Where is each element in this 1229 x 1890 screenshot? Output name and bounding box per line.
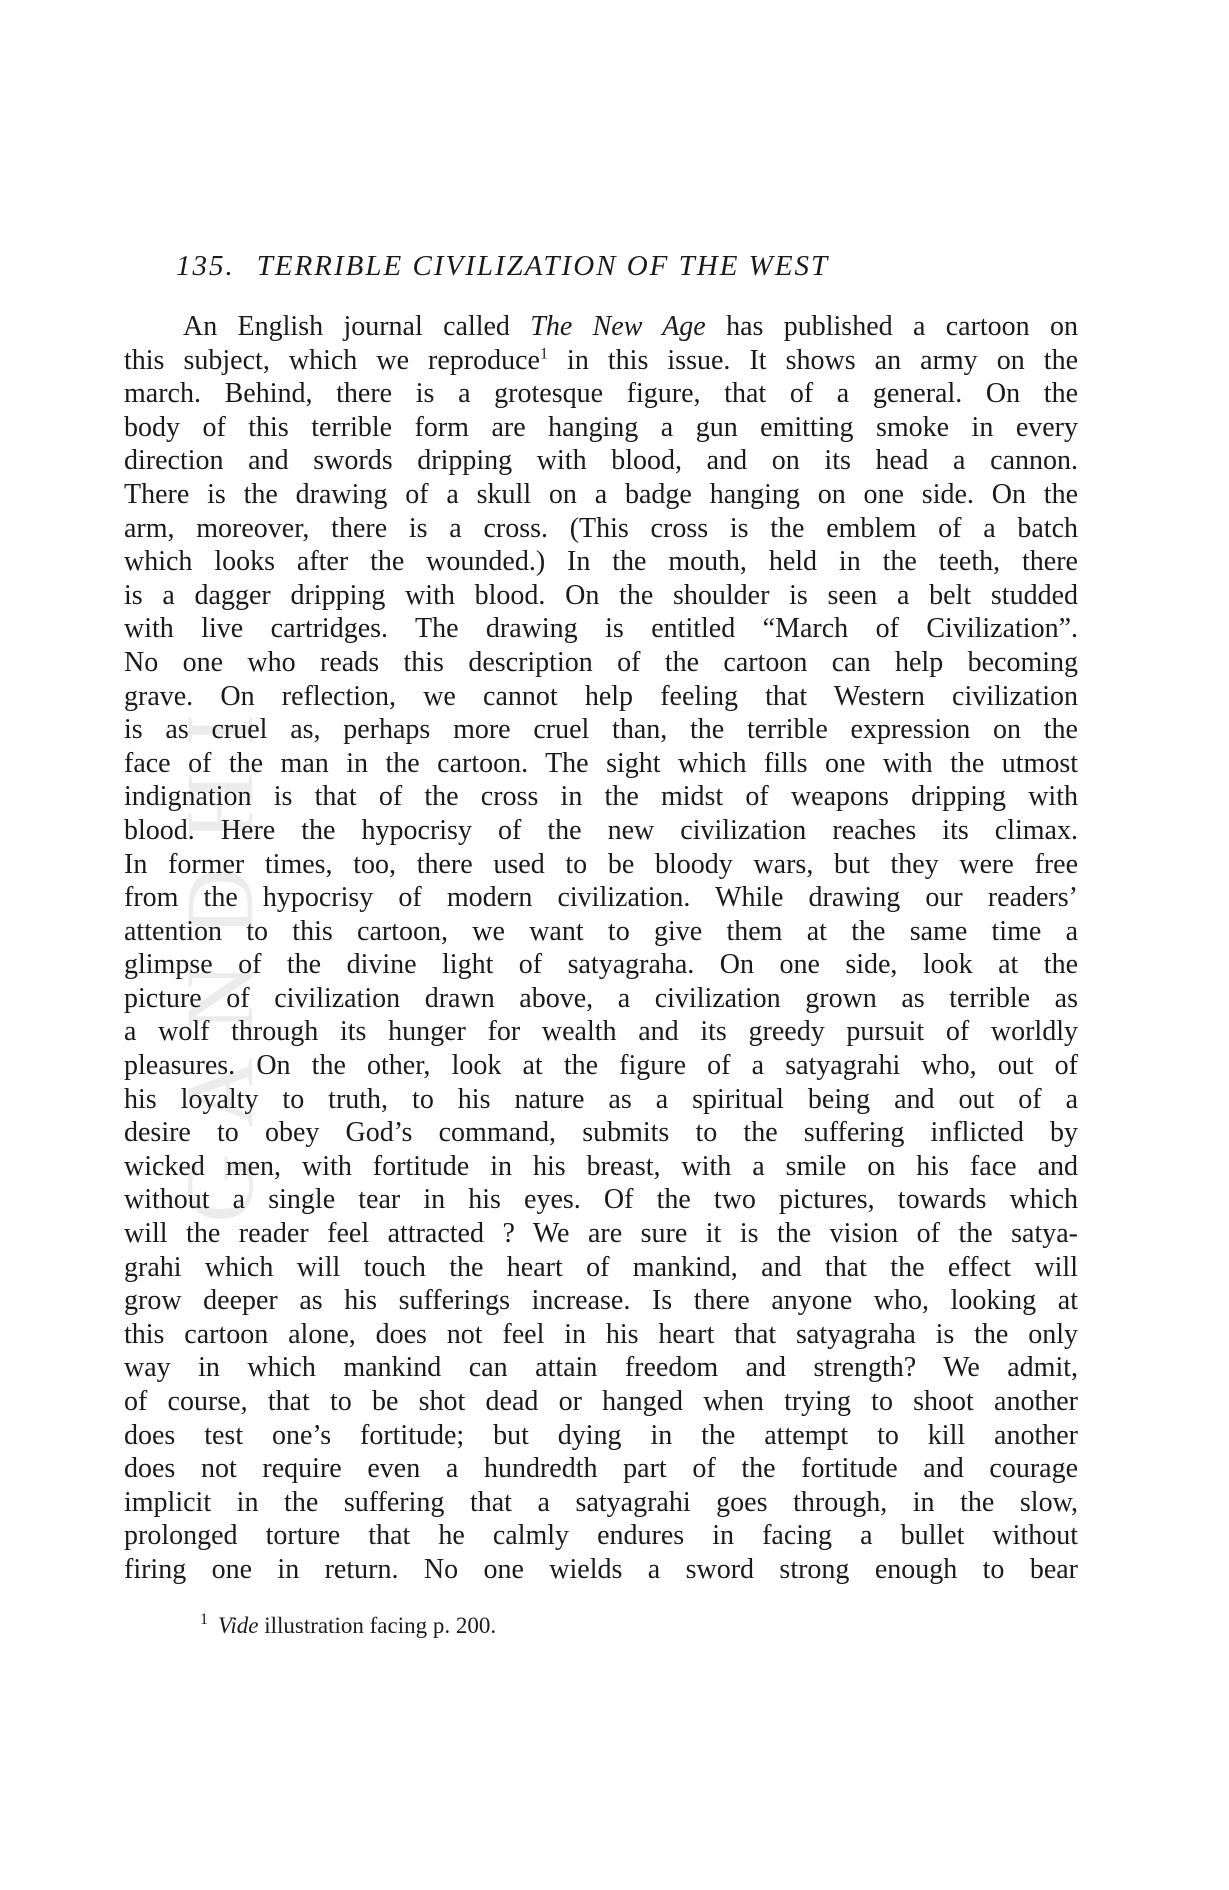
body-line (124, 915, 1078, 949)
body-line (124, 1116, 1078, 1150)
body-text-segment: without a single tear in his eyes. Of the two pictures, towards which (124, 1184, 1078, 1216)
body-text-segment: with live cartridges. The drawing is entitled “March of Civilization”. (124, 613, 1078, 645)
body-line (124, 848, 1078, 882)
body-line (124, 780, 1078, 814)
body-line (124, 411, 1078, 445)
journal-name: The New Age (530, 311, 706, 342)
body-line (124, 1251, 1078, 1285)
body-line (124, 1183, 1078, 1217)
body-text-segment: In former times, too, there used to be bloody wars, but they were free (124, 848, 1078, 880)
footnote (200, 1611, 496, 1641)
body-line (124, 646, 1078, 680)
body-text-segment: way in which mankind can attain freedom and strength? We admit, (124, 1352, 1078, 1384)
body-text-segment: grow deeper as his sufferings increase. Is there anyone who, looking at (124, 1285, 1078, 1317)
body-text-segment: prolonged torture that he calmly endures in facing a bullet without (124, 1520, 1078, 1552)
body-text-segment: is a dagger dripping with blood. On the shoulder is seen a belt studded (124, 579, 1078, 611)
body-line (124, 1419, 1078, 1453)
body-text-segment: will the reader feel attracted ? We are sure it is the vision of the satya- (124, 1218, 1078, 1250)
body-text-segment: There is the drawing of a skull on a badge hanging on one side. On the (124, 478, 1078, 510)
body-line (124, 1486, 1078, 1520)
body-text-segment: has published a cartoon on (705, 311, 1078, 342)
body-line (124, 1452, 1078, 1486)
body-line (124, 1519, 1078, 1553)
body-line (124, 344, 1078, 378)
body-line (124, 1351, 1078, 1385)
body-line (124, 1217, 1078, 1251)
body-text-segment: a wolf through its hunger for wealth and its greedy pursuit of worldly (124, 1016, 1078, 1048)
body-line (124, 680, 1078, 714)
body-line (124, 1015, 1078, 1049)
body-line (124, 982, 1078, 1016)
article-number: 135. (176, 250, 235, 282)
body-text-segment: indignation is that of the cross in the midst of weapons dripping with (124, 781, 1078, 813)
body-line (124, 478, 1078, 512)
body-text-segment: grave. On reflection, we cannot help feeling that Western civilization (124, 680, 1078, 712)
body-line (124, 377, 1078, 411)
body-text-segment: does not require even a hundredth part of the fortitude and courage (124, 1453, 1078, 1485)
body-text-segment: does test one’s fortitude; but dying in the attempt to kill another (124, 1419, 1078, 1451)
body-line (124, 747, 1078, 781)
body-text-segment: is as cruel as, perhaps more cruel than, the terrible expression on the (124, 714, 1078, 746)
body-line (124, 1385, 1078, 1419)
body-text-segment: blood. Here the hypocrisy of the new civilization reaches its climax. (124, 814, 1078, 846)
body-line (124, 579, 1078, 613)
footnote-reference: 1 (540, 345, 548, 363)
body-line (124, 545, 1078, 579)
body-line (124, 512, 1078, 546)
body-line (124, 948, 1078, 982)
body-text-segment: attention to this cartoon, we want to give them at the same time a (124, 915, 1078, 947)
body-text-segment: firing one in return. No one wields a sword strong enough to bear (124, 1553, 1078, 1585)
body-line (124, 814, 1078, 848)
body-line (124, 1083, 1078, 1117)
article-title-text: TERRIBLE CIVILIZATION OF THE WEST (256, 250, 830, 282)
body-line (124, 881, 1078, 915)
body-text-segment: direction and swords dripping with blood, and on its head a cannon. (124, 445, 1078, 477)
body-text-segment: in this issue. It shows an army on the (548, 344, 1078, 376)
body-text-segment: this subject, which we reproduce (124, 344, 540, 376)
body-line (124, 310, 1078, 344)
body-text-segment: desire to obey God’s command, submits to the suffering inflicted by (124, 1117, 1078, 1149)
footnote-text: illustration facing p. 200. (258, 1613, 497, 1638)
body-text-segment: implicit in the suffering that a satyagrahi goes through, in the slow, (124, 1486, 1078, 1518)
body-line (124, 1049, 1078, 1083)
body-text-segment: picture of civilization drawn above, a civilization grown as terrible as (124, 982, 1078, 1014)
body-text-segment: which looks after the wounded.) In the mouth, held in the teeth, there (124, 546, 1078, 578)
body-line (124, 1318, 1078, 1352)
body-text-segment: face of the man in the cartoon. The sight which fills one with the utmost (124, 747, 1078, 779)
footnote-italic: Vide (218, 1613, 259, 1638)
body-line (124, 1150, 1078, 1184)
body-text-segment: No one who reads this description of the cartoon can help becoming (124, 646, 1078, 678)
body-text-segment: wicked men, with fortitude in his breast, with a smile on his face and (124, 1150, 1078, 1182)
body-text-segment: march. Behind, there is a grotesque figure, that of a general. On the (124, 378, 1078, 410)
body-text-segment: glimpse of the divine light of satyagraha. On one side, look at the (124, 949, 1078, 981)
body-text-segment: grahi which will touch the heart of mankind, and that the effect will (124, 1251, 1078, 1283)
body-line (124, 1284, 1078, 1318)
body-line (124, 612, 1078, 646)
body-text-segment: arm, moreover, there is a cross. (This cross is the emblem of a batch (124, 512, 1078, 544)
watermark-text: GANDHI (165, 687, 273, 1223)
body-text-segment: from the hypocrisy of modern civilization. While drawing our readers’ (124, 882, 1078, 914)
article-title (176, 250, 829, 283)
body-text-segment: this cartoon alone, does not feel in his heart that satyagraha is the only (124, 1318, 1078, 1350)
body-line (124, 1553, 1078, 1587)
article-body (124, 310, 1078, 1587)
body-text-segment: pleasures. On the other, look at the figure of a satyagrahi who, out of (124, 1050, 1078, 1082)
body-line (124, 444, 1078, 478)
document-page (124, 0, 1078, 1890)
body-line (124, 713, 1078, 747)
body-text-segment: body of this terrible form are hanging a gun emitting smoke in every (124, 411, 1078, 443)
body-text-segment: his loyalty to truth, to his nature as a spiritual being and out of a (124, 1083, 1078, 1115)
footnote-mark: 1 (200, 1611, 208, 1629)
body-text-segment: An English journal called (183, 311, 531, 342)
body-text-segment: of course, that to be shot dead or hanged when trying to shoot another (124, 1386, 1078, 1417)
